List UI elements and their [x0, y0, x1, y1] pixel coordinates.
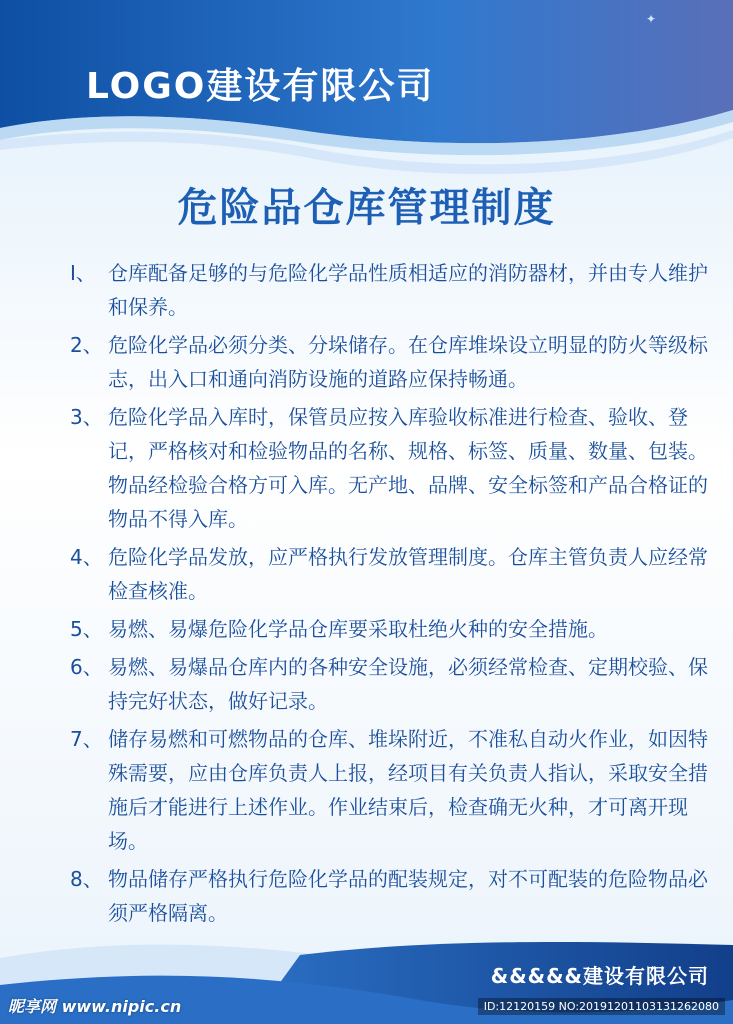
rule-item — [70, 328, 720, 396]
rule-text: 仓库配备足够的与危险化学品性质相适应的消防器材，并由专人维护和保养。 — [108, 261, 708, 319]
header-company-name: LOGO建设有限公司 — [86, 66, 435, 107]
rule-number: 6、 — [70, 655, 103, 679]
rule-text: 易燃、易爆危险化学品仓库要采取杜绝火种的安全措施。 — [108, 617, 608, 641]
rule-item — [70, 540, 720, 608]
sparkle-icon: ✦ — [646, 12, 657, 26]
rule-text: 储存易燃和可燃物品的仓库、堆垛附近，不准私自动火作业，如因特殊需要，应由仓库负责人上报，经项目有关负责人指认，采取安全措施后才能进行上述作业。作业结束后，检查确无火种，才可离开现场。 — [108, 727, 708, 853]
footer-company-name: &&&&&建设有限公司 — [490, 964, 709, 988]
rule-number: 2、 — [70, 333, 103, 357]
rule-item — [70, 862, 720, 930]
rule-item — [70, 400, 720, 536]
rule-item — [70, 722, 720, 858]
rule-number: 5、 — [70, 617, 103, 641]
rules-list — [70, 256, 720, 934]
rule-item — [70, 650, 720, 718]
rule-text: 物品储存严格执行危险化学品的配装规定，对不可配装的危险物品必须严格隔离。 — [108, 867, 708, 925]
rule-text: 危险化学品发放，应严格执行发放管理制度。仓库主管负责人应经常检查核准。 — [108, 545, 708, 603]
rule-number: 8、 — [70, 867, 103, 891]
rule-text: 危险化学品入库时，保管员应按入库验收标准进行检查、验收、登记，严格核对和检验物品的名称、规格、标签、质量、数量、包装。物品经检验合格方可入库。无产地、品牌、安全标签和产品合格证的物品不得入库。 — [108, 405, 708, 531]
watermark-id: ID:12120159 NO:20191201103131262080 — [478, 998, 725, 1015]
rule-number: 7、 — [70, 727, 103, 751]
rule-text: 危险化学品必须分类、分垛储存。在仓库堆垛设立明显的防火等级标志，出入口和通向消防设施的道路应保持畅通。 — [108, 333, 708, 391]
rule-number: 4、 — [70, 545, 103, 569]
rule-number: 3、 — [70, 405, 103, 429]
rule-text: 易燃、易爆品仓库内的各种安全设施，必须经常检查、定期校验、保持完好状态，做好记录。 — [108, 655, 708, 713]
rule-item — [70, 256, 720, 324]
page-title: 危险品仓库管理制度 — [177, 185, 556, 231]
rule-number: I、 — [70, 261, 96, 285]
rule-item — [70, 612, 720, 646]
watermark-site: 昵享网 www.nipic.cn — [8, 997, 182, 1016]
